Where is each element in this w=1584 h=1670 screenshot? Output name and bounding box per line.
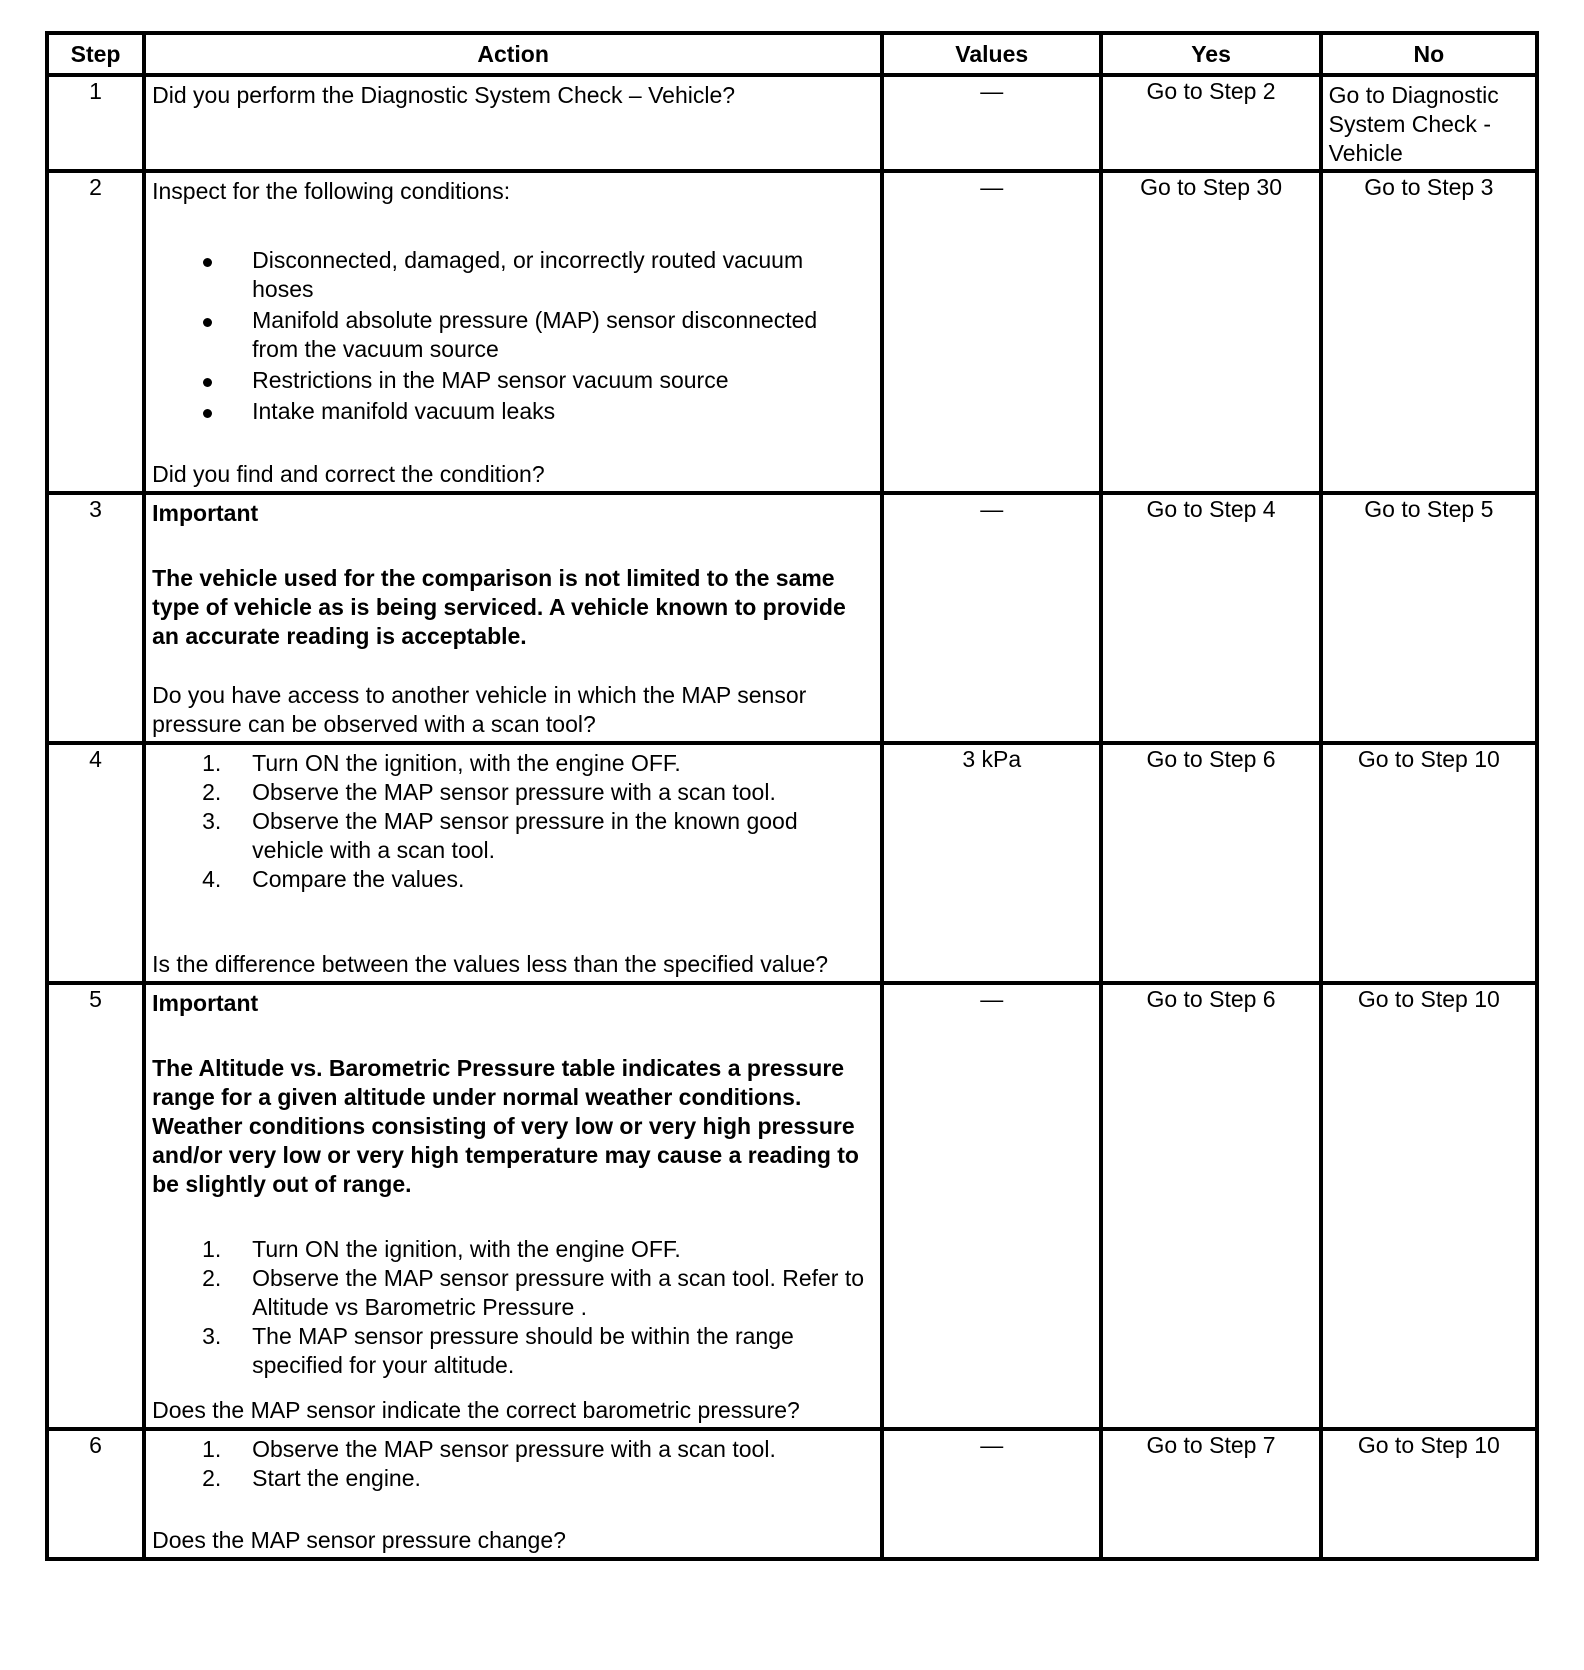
list-item	[152, 1235, 866, 1264]
procedure-list	[152, 749, 866, 894]
list-number: 2.	[202, 1465, 222, 1491]
list-number: 3.	[202, 808, 222, 834]
step-number: 1	[47, 75, 144, 171]
list-text: Observe the MAP sensor pressure with a scan tool.	[252, 1436, 776, 1462]
list-item	[152, 1322, 866, 1380]
table-row-step-2	[47, 171, 1537, 493]
list-text: The MAP sensor pressure should be within the range specified for your altitude.	[252, 1323, 794, 1378]
list-item	[152, 807, 866, 865]
header-step: Step	[47, 33, 144, 75]
list-number: 4.	[202, 866, 222, 892]
no-cell: Go to Diagnostic System Check - Vehicle	[1321, 75, 1537, 171]
list-item: Restrictions in the MAP sensor vacuum source	[152, 366, 866, 395]
yes-cell: Go to Step 30	[1101, 171, 1320, 493]
list-item	[152, 865, 866, 894]
table-row-step-3	[47, 493, 1537, 743]
procedure-list	[152, 1235, 866, 1380]
yes-cell: Go to Step 2	[1101, 75, 1320, 171]
list-item: Manifold absolute pressure (MAP) sensor disconnected from the vacuum source	[152, 306, 866, 364]
important-text: The Altitude vs. Barometric Pressure table indicates a pressure range for a given altitude under normal weather conditions. Weather conditions consisting of very low or very high pressure and/or very low or very high temperature may cause a reading to be slightly out of range.	[152, 1055, 859, 1197]
diagnostic-page	[45, 31, 1539, 1561]
action-question: Does the MAP sensor indicate the correct barometric pressure?	[152, 1397, 800, 1423]
values-cell: —	[882, 171, 1101, 493]
header-action: Action	[144, 33, 882, 75]
list-text: Compare the values.	[252, 866, 465, 892]
list-item	[152, 1464, 866, 1493]
list-number: 1.	[202, 1436, 222, 1462]
list-item	[152, 1264, 866, 1322]
header-values: Values	[882, 33, 1101, 75]
no-cell: Go to Step 10	[1321, 1429, 1537, 1559]
action-intro: Inspect for the following conditions:	[152, 178, 511, 204]
header-no: No	[1321, 33, 1537, 75]
list-text: Start the engine.	[252, 1465, 421, 1491]
step-number: 2	[47, 171, 144, 493]
action-question: Did you find and correct the condition?	[152, 461, 545, 487]
header-yes: Yes	[1101, 33, 1320, 75]
action-cell	[144, 983, 882, 1429]
action-question: Is the difference between the values less than the specified value?	[152, 951, 829, 977]
important-label: Important	[152, 500, 259, 526]
no-cell: Go to Step 10	[1321, 743, 1537, 983]
list-item	[152, 1435, 866, 1464]
table-row-step-1	[47, 75, 1537, 171]
list-number: 1.	[202, 750, 222, 776]
list-number: 1.	[202, 1236, 222, 1262]
list-text: Observe the MAP sensor pressure with a scan tool.	[252, 779, 776, 805]
condition-list	[152, 246, 866, 426]
values-cell: 3 kPa	[882, 743, 1101, 983]
yes-cell: Go to Step 6	[1101, 983, 1320, 1429]
action-question: Does the MAP sensor pressure change?	[152, 1527, 566, 1553]
values-cell: —	[882, 1429, 1101, 1559]
header-row	[47, 33, 1537, 75]
step-number: 5	[47, 983, 144, 1429]
no-cell: Go to Step 10	[1321, 983, 1537, 1429]
yes-cell: Go to Step 7	[1101, 1429, 1320, 1559]
action-question: Do you have access to another vehicle in which the MAP sensor pressure can be observed with a scan tool?	[152, 682, 807, 737]
procedure-list	[152, 1435, 866, 1493]
action-question: Did you perform the Diagnostic System Check – Vehicle?	[152, 82, 736, 108]
list-item: Intake manifold vacuum leaks	[152, 397, 866, 426]
table-row-step-6	[47, 1429, 1537, 1559]
diagnostic-table	[45, 31, 1539, 1561]
list-text: Turn ON the ignition, with the engine OFF.	[252, 1236, 681, 1262]
no-cell: Go to Step 3	[1321, 171, 1537, 493]
list-text: Turn ON the ignition, with the engine OFF.	[252, 750, 681, 776]
yes-cell: Go to Step 6	[1101, 743, 1320, 983]
list-text: Observe the MAP sensor pressure in the known good vehicle with a scan tool.	[252, 808, 798, 863]
action-cell	[144, 743, 882, 983]
list-number: 3.	[202, 1323, 222, 1349]
action-cell	[144, 171, 882, 493]
list-item	[152, 778, 866, 807]
step-number: 6	[47, 1429, 144, 1559]
step-number: 4	[47, 743, 144, 983]
values-cell: —	[882, 493, 1101, 743]
no-cell: Go to Step 5	[1321, 493, 1537, 743]
table-row-step-5	[47, 983, 1537, 1429]
list-item: Disconnected, damaged, or incorrectly routed vacuum hoses	[152, 246, 866, 304]
action-cell	[144, 75, 882, 171]
table-row-step-4	[47, 743, 1537, 983]
step-number: 3	[47, 493, 144, 743]
list-text: Observe the MAP sensor pressure with a scan tool. Refer to Altitude vs Barometric Pressure .	[252, 1265, 865, 1320]
action-cell	[144, 493, 882, 743]
values-cell: —	[882, 75, 1101, 171]
list-number: 2.	[202, 1265, 222, 1291]
important-label: Important	[152, 990, 259, 1016]
important-text: The vehicle used for the comparison is not limited to the same type of vehicle as is being serviced. A vehicle known to provide an accurate reading is acceptable.	[152, 565, 846, 649]
action-cell	[144, 1429, 882, 1559]
list-number: 2.	[202, 779, 222, 805]
values-cell: —	[882, 983, 1101, 1429]
list-item	[152, 749, 866, 778]
yes-cell: Go to Step 4	[1101, 493, 1320, 743]
